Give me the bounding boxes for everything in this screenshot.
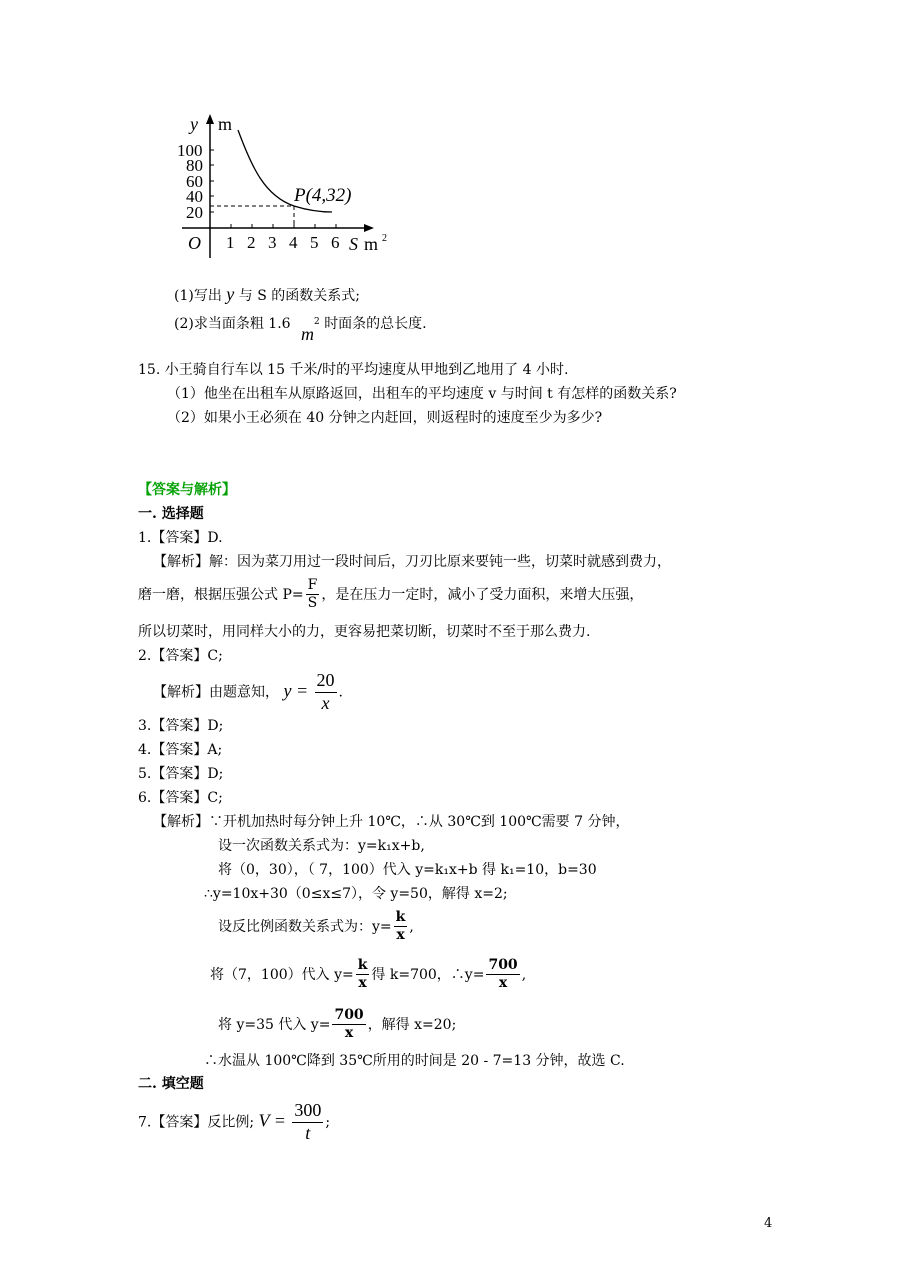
y-axis-label: y	[190, 114, 198, 134]
y-tick-80: 80	[186, 156, 203, 175]
inverse-function-graph	[160, 108, 410, 268]
page-number: 4	[764, 1216, 773, 1231]
pressure-fraction: $\frac{F}{S}$	[307, 577, 318, 612]
answer-6: 6.【答案】C;	[138, 790, 223, 806]
answer-1-explanation-3: 所以切菜时，用同样大小的力，更容易把菜切断，切菜时不至于那么费力.	[138, 624, 591, 640]
answer-6-explanation-1: 【解析】∵开机加热时每分钟上升 10℃，∴从 30℃到 100℃需要 7 分钟，	[153, 814, 630, 830]
unit-m: m	[301, 324, 314, 344]
answer-6-explanation-2: 设一次函数关系式为：y=k₁x+b,	[218, 838, 425, 854]
fraction-20-over-x: $\frac{20}{x}$	[316, 670, 335, 713]
answer-6-explanation-8: ∴水温从 100℃降到 35℃所用的时间是 20 - 7=13 分钟，故选 C.	[204, 1053, 625, 1069]
y-axis-arrow	[206, 114, 214, 124]
section1-title: 一. 选择题	[138, 506, 204, 522]
fraction-300-over-t: $\frac{300}{t}$	[294, 1100, 322, 1143]
x-axis-label: S	[349, 234, 358, 254]
y-tick-60: 60	[186, 172, 203, 191]
var-y: y	[226, 284, 235, 304]
section2-title: 二. 填空题	[138, 1076, 204, 1092]
x-tick-2: 2	[247, 233, 256, 252]
y-tick-20: 20	[186, 203, 203, 222]
x-tick-1: 1	[226, 233, 235, 252]
q15-part1: （1）他坐在出租车从原路返回，出租车的平均速度 v 与时间 t 有怎样的函数关系?	[167, 386, 677, 402]
answer-6-explanation-5: 设反比例函数关系式为：y= $\frac{k}{x}$ ,	[218, 909, 414, 944]
answer-6-explanation-4: ∴y=10x+30（0≤x≤7），令 y=50，解得 x=2;	[204, 886, 508, 902]
q15-stem: 15. 小王骑自行车以 15 千米/时的平均速度从甲地到乙地用了 4 小时.	[138, 362, 569, 378]
point-p-label: P(4,32)	[294, 185, 352, 206]
q14-part2: (2)求当面条粗 1.6 $m^2$ 时面条的总长度.	[174, 316, 427, 344]
x-tick-3: 3	[268, 233, 277, 252]
answer-1-explanation-2: 磨一磨，根据压强公式 P= $\frac{F}{S}$ ，是在压力一定时，减小了受力面积，来增大压强，	[138, 577, 644, 612]
answer-7: 7.【答案】反比例; V = $\frac{300}{t}$ ;	[138, 1100, 331, 1143]
answer-1: 1.【答案】D.	[138, 530, 223, 546]
q15-part2: （2）如果小王必须在 40 分钟之内赶回，则返程时的速度至少为多少?	[167, 410, 603, 426]
answer-3: 3.【答案】D;	[138, 718, 224, 734]
answer-4: 4.【答案】A;	[138, 742, 223, 758]
q14-part1: (1)写出 y 与 S 的函数关系式;	[174, 284, 360, 304]
x-axis-unit: m	[364, 234, 379, 254]
origin-label: O	[188, 233, 201, 253]
answer-6-explanation-7: 将 y=35 代入 y= $\frac{700}{x}$ ，解得 x=20;	[218, 1007, 457, 1042]
x-axis-arrow	[364, 224, 374, 232]
y-axis-unit: m	[218, 114, 233, 134]
x-axis-unit-exp: 2	[382, 233, 387, 244]
y-tick-40: 40	[186, 187, 203, 206]
answer-5: 5.【答案】D;	[138, 766, 224, 782]
answer-6-explanation-6: 将（7，100）代入 y= $\frac{k}{x}$ 得 k=700，∴y= $\frac{700}{x}$ ,	[210, 957, 527, 992]
y-tick-100: 100	[177, 141, 203, 160]
answer-2-explanation: 【解析】由题意知， y = $\frac{20}{x}$ .	[153, 670, 343, 713]
answer-6-explanation-3: 将（0，30），（ 7，100）代入 y=k₁x+b 得 k₁=10，b=30	[218, 862, 597, 878]
answers-heading: 【答案与解析】	[138, 482, 236, 498]
answer-1-explanation-1: 【解析】解：因为菜刀用过一段时间后，刀刃比原来要钝一些，切菜时就感到费力，	[153, 554, 671, 570]
answer-2: 2.【答案】C;	[138, 648, 223, 664]
x-tick-5: 5	[310, 233, 319, 252]
x-tick-6: 6	[331, 233, 340, 252]
x-tick-4: 4	[289, 233, 298, 252]
